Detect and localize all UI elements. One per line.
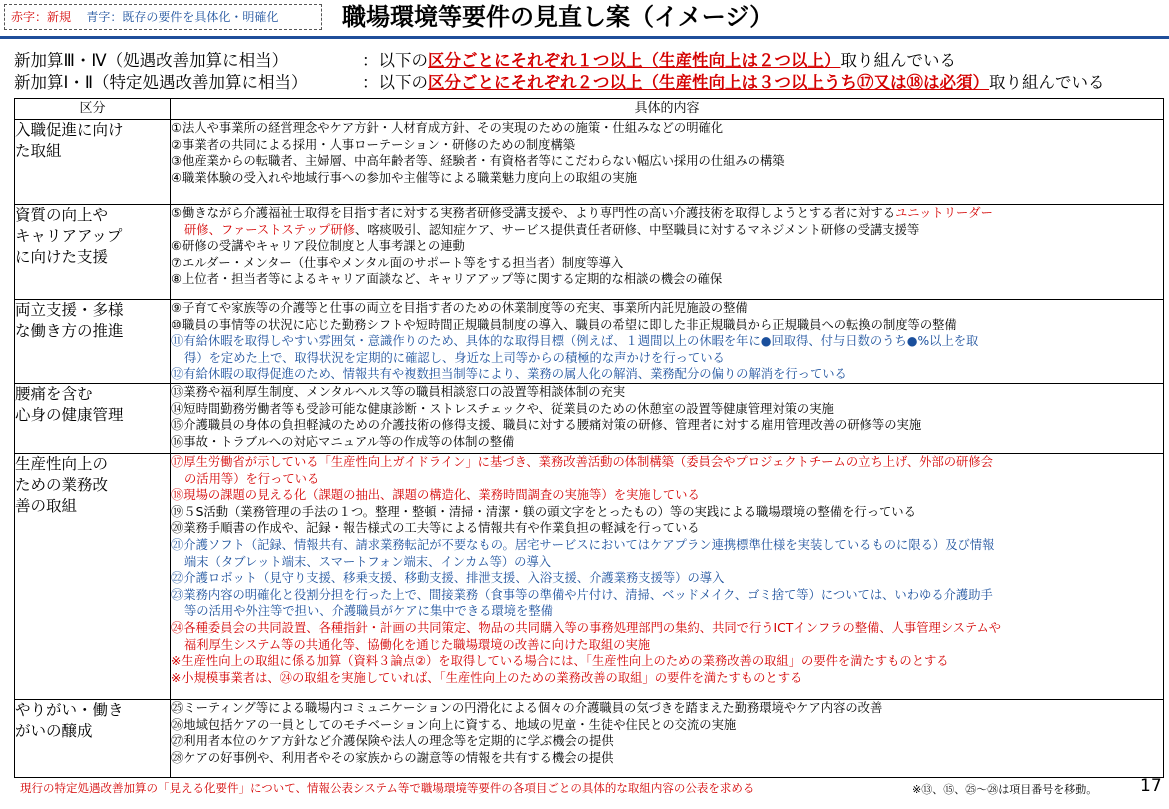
content-cell [171,300,1164,384]
item-text: ㉒介護ロボット（見守り支援、移乗支援、移動支援、排泄支援、入浴支援、介護業務支援等）の導入 [171,571,725,586]
item-text: ⑲５S活動（業務管理の手法の１つ。整理・整頓・清掃・清潔・躾の頭文字をとったもの）等の実践による職場環境の整備を行っている [171,504,916,519]
category-cell [15,300,171,384]
item-text: ⑧上位者・担当者等によるキャリア面談など、キャリアアップ等に関する定期的な相談の機会の確保 [171,272,723,287]
content-cell [171,454,1164,700]
item-text: ④職業体験の受入れや地域行事への参加や主催等による職業魅力度向上の取組の実施 [171,170,638,185]
list-item [171,384,1163,401]
list-item [171,520,1163,537]
item-text: ⑦エルダー・メンター（仕事やメンタル面のサポート等をする担当者）制度等導入 [171,255,624,270]
table-row [15,384,1164,454]
item-text: ⑩職員の事情等の状況に応じた勤務シフトや短時間正規職員制度の導入、職員の希望に即した非正規職員から正規職員への転換の制度等の整備 [171,317,957,332]
list-item [171,137,1163,154]
item-text: ⑯事故・トラブルへの対応マニュアル等の作成等の体制の整備 [171,434,515,449]
page-title: 職場環境等要件の見直し案（イメージ） [342,3,774,31]
item-text: ⑰厚生労働省が示している「生産性向上ガイドライン」に基づき、業務改善活動の体制構築（委員会やプロジェクトチームの立ち上げ、外部の研修会 [171,455,993,469]
list-item [171,454,1163,487]
item-text: ⑪有給休暇を取得しやすい雰囲気・意識作りのため、具体的な取得目標（例えば、１週間以上の休暇を年に●回取得、付与日数のうち●%以上を取 [171,334,979,349]
content-cell [171,120,1164,205]
item-text: ㉕ミーティング等による職場内コミュニケーションの円滑化による個々の介護職員の気づきを踏まえた勤務環境やケア内容の改善 [171,701,883,715]
legend-red: 赤字：新規 [11,10,72,24]
content-cell [171,700,1164,778]
category-label-line: やりがい・働き [15,701,124,719]
item-text-continued: 福利厚生システム等の共通化等、協働化を通じた職場環境の改善に向けた取組の実施 [184,637,651,652]
category-cell [15,205,171,300]
content-cell [171,205,1164,300]
item-text: ⑥研修の受講やキャリア段位制度と人事考課との連動 [171,239,465,254]
list-item [171,153,1163,170]
legend-blue: 青字：既存の要件を具体化・明確化 [86,10,279,24]
category-label-line: た取組 [15,142,62,160]
item-text: ②事業者の共同による採用・人事ローテーション・研修のための制度構築 [171,137,576,152]
list-item [171,300,1163,317]
table-row [15,120,1164,205]
list-item [171,417,1163,434]
requirement-suffix: 取り組んでいる [840,51,956,70]
item-text: ⑫有給休暇の取得促進のため、情報共有や複数担当制等により、業務の属人化の解消、業務配分の偏りの解消を行っている [171,367,847,382]
item-text-continued [171,222,1163,239]
category-cell [15,454,171,700]
item-text-continued: の活用等）を行っている [184,471,320,486]
category-label-line: がいの醸成 [15,722,93,740]
list-item [171,120,1163,137]
item-text: ㉓業務内容の明確化と役割分担を行った上で、間接業務（食事等の準備や片付け、清掃、ベッドメイク、ゴミ捨て等）については、いわゆる介護助手 [171,587,993,602]
list-item [171,733,1163,750]
category-label-line: キャリアアップ [15,227,123,245]
list-item [171,670,1163,687]
item-text: ⑨子育てや家族等の介護等と仕事の両立を目指す者のための休業制度等の充実、事業所内託児施設の整備 [171,301,748,315]
category-label-line: 心身の健康管理 [15,406,124,424]
category-label-line: 両立支援・多様 [15,301,124,319]
item-text: 、喀痰吸引、認知症ケア、サービス提供責任者研修、中堅職員に対するマネジメント研修の受講支援等 [354,222,920,237]
category-label-line: 生産性向上の [15,455,109,473]
list-item [171,750,1163,767]
item-text: ㉗利用者本位のケア方針など介護保険や法人の理念等を定期的に学ぶ機会の提供 [171,734,614,749]
requirement-label: 新加算Ⅰ・Ⅱ（特定処遇改善加算に相当） [14,73,308,92]
category-label-line: に向けた支援 [15,248,109,266]
list-item [171,366,1163,383]
category-label-line: な働き方の推進 [15,322,124,340]
category-cell [15,384,171,454]
list-item [171,700,1163,717]
item-text: ㉖地域包括ケアの一員としてのモチベーション向上に資する、地域の児童・生徒や住民との交流の実施 [171,717,737,732]
category-label-line: 腰痛を含む [15,385,93,403]
category-label-line: 資質の向上や [15,206,109,224]
requirement-highlight: 区分ごとにそれぞれ１つ以上（生産性向上は２つ以上） [428,51,841,70]
list-item [171,401,1163,418]
footer-note: 現行の特定処遇改善加算の「見える化要件」について、情報公表システム等で職場環境等要件の各項目ごとの具体的な取組内容の公表を求める [20,781,755,795]
list-item [171,434,1163,451]
table-row [15,205,1164,300]
title-divider [0,36,1169,39]
item-text: ⑬業務や福利厚生制度、メンタルヘルス等の職員相談窓口の設置等相談体制の充実 [171,385,626,399]
item-text: ⑭短時間勤務労働者等も受診可能な健康診断・ストレスチェックや、従業員のための休憩室の設置等健康管理対策の実施 [171,401,834,416]
list-item [171,205,1163,238]
requirement-suffix: 取り組んでいる [989,73,1105,92]
category-label-line: 入職促進に向け [15,121,124,139]
list-item [171,587,1163,620]
list-item [171,504,1163,521]
page-number: 17 [1140,776,1162,796]
item-text: ㉘ケアの好事例や、利用者やその家族からの謝意等の情報を共有する機会の提供 [171,750,614,765]
list-item [171,653,1163,670]
item-text: ※小規模事業者は、㉔の取組を実施していれば、「生産性向上のための業務改善の取組」の要件を満たすものとする [171,670,803,685]
requirement-1 [14,50,956,72]
requirement-2 [14,72,1105,94]
category-cell [15,700,171,778]
requirement-label: 新加算Ⅲ・Ⅳ（処遇改善加算に相当） [14,51,289,70]
item-text-continued: 端末（タブレット端末、スマートフォン端末、インカム等）の導入 [184,554,552,569]
list-item [171,620,1163,653]
color-legend [4,4,322,30]
list-item [171,537,1163,570]
item-text: ⑱現場の課題の見える化（課題の抽出、課題の構造化、業務時間調査の実施等）を実施している [171,488,700,503]
list-item [171,238,1163,255]
category-label-line: ための業務改 [15,476,109,494]
item-text: ⑤働きながら介護福祉士取得を目指す者に対する実務者研修受講支援や、より専門性の高い介護技術を取得しようとする者に対する [171,206,895,220]
table-row [15,700,1164,778]
item-text-continued: 等の活用や外注等で担い、介護職員がケアに集中できる環境を整備 [184,604,553,619]
item-text-continued: 得）を定めた上で、取得状況を定期的に確認し、身近な上司等からの積極的な声かけを行っている [184,350,725,365]
category-label-line: 善の取組 [15,497,78,515]
item-text: ③他産業からの転職者、主婦層、中高年齢者等、経験者・有資格者等にこだわらない幅広い採用の仕組みの構築 [171,154,785,169]
table-row [15,454,1164,700]
item-new-text: 研修、ファーストステップ研修 [184,222,355,237]
list-item [171,271,1163,288]
list-item [171,170,1163,187]
list-item [171,333,1163,366]
table-header-row [15,99,1164,120]
list-item [171,317,1163,334]
item-text: ※生産性向上の取組に係る加算（資料３論点②）を取得している場合には、「生産性向上のための業務改善の取組」の要件を満たすものとする [171,654,949,669]
item-text: ⑮介護職員の身体の負担軽減のための介護技術の修得支援、職員に対する腰痛対策の研修、管理者に対する雇用管理改善の研修等の実施 [171,418,922,433]
item-text: ①法人や事業所の経営理念やケア方針・人材育成方針、その実現のための施策・仕組みなどの明確化 [171,121,724,135]
header-content: 具体的内容 [171,99,1164,120]
requirement-prefix: ：以下の [362,73,428,92]
content-cell [171,384,1164,454]
requirement-prefix: ：以下の [362,51,428,70]
item-text: ⑳業務手順書の作成や、記録・報告様式の工夫等による情報共有や作業負担の軽減を行っている [171,521,700,536]
list-item [171,717,1163,734]
header-category: 区分 [15,99,171,120]
list-item [171,487,1163,504]
requirement-highlight: 区分ごとにそれぞれ２つ以上（生産性向上は３つ以上うち⑰又は⑱は必須） [428,73,989,92]
category-cell [15,120,171,205]
requirements-table [14,98,1164,778]
footnote: ※⑬、⑮、㉕～㉘は項目番号を移動。 [912,783,1098,796]
item-text: ㉑介護ソフト（記録、情報共有、請求業務転記が不要なもの。居宅サービスにおいてはケアプラン連携標準仕様を実装しているものに限る）及び情報 [171,537,995,552]
table-row [15,300,1164,384]
list-item [171,255,1163,272]
list-item [171,570,1163,587]
item-new-text: ユニットリーダー [895,206,993,220]
item-text: ㉔各種委員会の共同設置、各種指針・計画の共同策定、物品の共同購入等の事務処理部門の集約、共同で行うICTインフラの整備、人事管理システムや [171,620,1002,635]
